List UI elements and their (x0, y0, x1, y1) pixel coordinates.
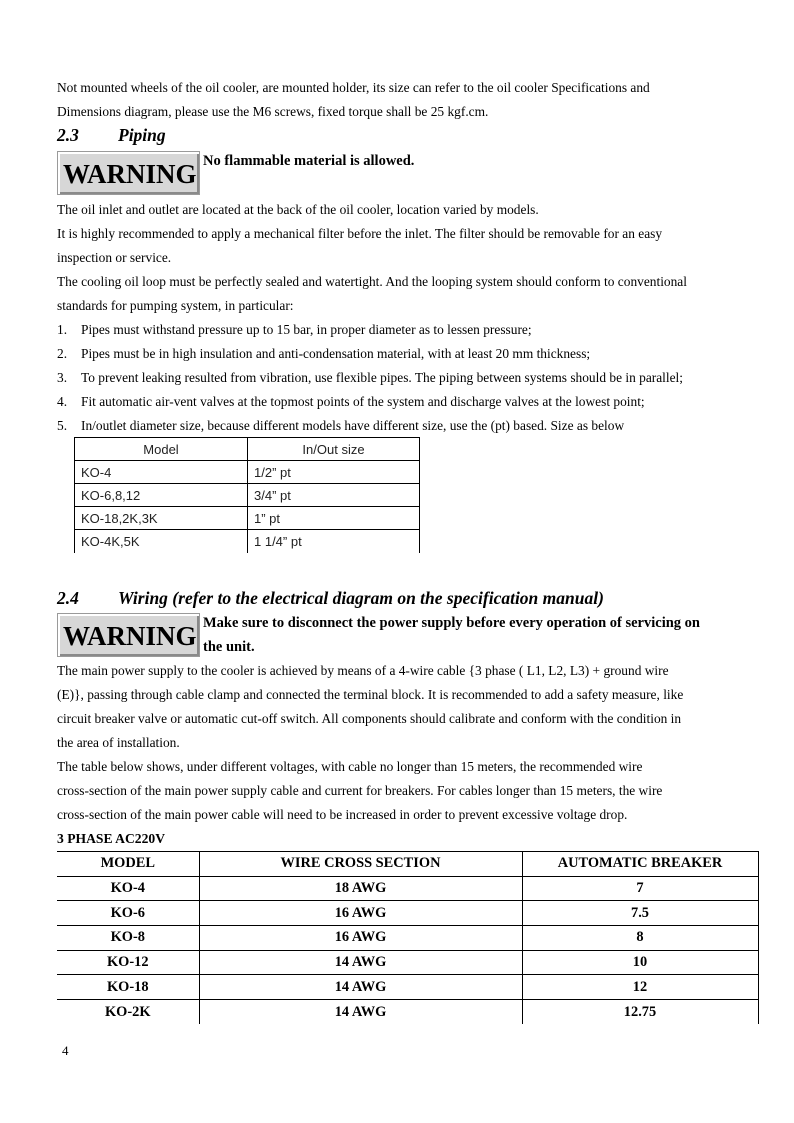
table-row (75, 530, 420, 553)
warning-badge: WARNING (57, 613, 200, 657)
cell-model: KO-12 (57, 950, 199, 975)
cell-wire: 16 AWG (199, 901, 522, 926)
page-number: 4 (62, 1043, 69, 1058)
section-number: 2.4 (57, 588, 79, 608)
section-number: 2.3 (57, 125, 79, 145)
cell-model: KO-18,2K,3K (75, 507, 248, 530)
cell-wire: 14 AWG (199, 1000, 522, 1025)
cell-size: 1/2” pt (248, 461, 420, 484)
table-row (57, 926, 758, 951)
section-title: Wiring (refer to the electrical diagram on the specification manual) (118, 588, 604, 608)
table-row (57, 950, 758, 975)
paragraph-line: the area of installation. (57, 735, 180, 750)
paragraph-line: circuit breaker valve or automatic cut-off switch. All components should calibrate and conform with the condition in (57, 711, 682, 726)
section-title: Piping (118, 125, 166, 145)
list-number: 2. (57, 346, 68, 361)
paragraph-line: inspection or service. (57, 250, 172, 265)
cell-breaker: 7 (522, 876, 758, 901)
table-header-row (75, 438, 420, 461)
column-header-model: Model (75, 438, 248, 461)
section-heading-piping (57, 125, 166, 146)
paragraph-line: The main power supply to the cooler is achieved by means of a 4-wire cable {3 phase ( L1, L2, L3) + ground wire (57, 663, 669, 678)
cell-wire: 14 AWG (199, 950, 522, 975)
cell-model: KO-18 (57, 975, 199, 1000)
cell-breaker: 8 (522, 926, 758, 951)
list-number: 4. (57, 394, 68, 409)
cell-breaker: 12.75 (522, 1000, 758, 1025)
cell-model: KO-6,8,12 (75, 484, 248, 507)
cell-size: 3/4” pt (248, 484, 420, 507)
list-item: In/outlet diameter size, because different models have different size, use the (pt) based. Size as below (81, 418, 625, 433)
table-row (75, 507, 420, 530)
list-item: Pipes must be in high insulation and anti-condensation material, with at least 20 mm thickness; (81, 346, 591, 361)
column-header-size: In/Out size (248, 438, 420, 461)
cell-breaker: 12 (522, 975, 758, 1000)
list-number: 1. (57, 322, 68, 337)
warning-text: No flammable material is allowed. (203, 153, 415, 169)
warning-text-line-1: Make sure to disconnect the power supply before every operation of servicing on (203, 615, 700, 631)
warning-badge: WARNING (57, 151, 200, 195)
paragraph-line: cross-section of the main power supply cable and current for breakers. For cables longer than 15 meters, the wire (57, 783, 663, 798)
paragraph-line: The cooling oil loop must be perfectly sealed and watertight. And the looping system should conform to conventional (57, 274, 687, 289)
cell-size: 1 1/4” pt (248, 530, 420, 553)
cell-wire: 16 AWG (199, 926, 522, 951)
paragraph-line: The oil inlet and outlet are located at the back of the oil cooler, location varied by models. (57, 202, 539, 217)
table-row (57, 876, 758, 901)
intro-line-2: Dimensions diagram, please use the M6 screws, fixed torque shall be 25 kgf.cm. (57, 104, 489, 119)
table-header-row (57, 852, 758, 877)
wire-table (57, 851, 759, 1024)
paragraph-line: It is highly recommended to apply a mechanical filter before the inlet. The filter should be removable for an easy (57, 226, 663, 241)
column-header-wire: WIRE CROSS SECTION (199, 852, 522, 877)
list-number: 5. (57, 418, 68, 433)
cell-model: KO-4K,5K (75, 530, 248, 553)
table-caption: 3 PHASE AC220V (57, 831, 166, 846)
cell-model: KO-4 (75, 461, 248, 484)
table-row (57, 901, 758, 926)
column-header-model: MODEL (57, 852, 199, 877)
cell-wire: 18 AWG (199, 876, 522, 901)
list-number: 3. (57, 370, 68, 385)
column-header-breaker: AUTOMATIC BREAKER (522, 852, 758, 877)
cell-model: KO-2K (57, 1000, 199, 1025)
cell-wire: 14 AWG (199, 975, 522, 1000)
warning-text-line-2: the unit. (203, 639, 255, 655)
paragraph-line: The table below shows, under different voltages, with cable no longer than 15 meters, the recommended wire (57, 759, 643, 774)
list-item: Pipes must withstand pressure up to 15 bar, in proper diameter as to lessen pressure; (81, 322, 532, 337)
pipe-size-table (74, 437, 420, 553)
section-heading-wiring (57, 588, 604, 609)
cell-model: KO-8 (57, 926, 199, 951)
table-row (75, 484, 420, 507)
paragraph-line: (E)}, passing through cable clamp and connected the terminal block. It is recommended to add a safety measure, like (57, 687, 684, 702)
intro-line-1: Not mounted wheels of the oil cooler, are mounted holder, its size can refer to the oil cooler Specifications and (57, 80, 650, 95)
list-item: Fit automatic air-vent valves at the topmost points of the system and discharge valves at the lowest point; (81, 394, 645, 409)
cell-size: 1” pt (248, 507, 420, 530)
paragraph-line: standards for pumping system, in particular: (57, 298, 294, 313)
table-row (57, 1000, 758, 1025)
cell-model: KO-6 (57, 901, 199, 926)
cell-breaker: 7.5 (522, 901, 758, 926)
table-row (57, 975, 758, 1000)
cell-model: KO-4 (57, 876, 199, 901)
paragraph-line: cross-section of the main power cable will need to be increased in order to prevent excessive voltage drop. (57, 807, 628, 822)
cell-breaker: 10 (522, 950, 758, 975)
table-row (75, 461, 420, 484)
list-item: To prevent leaking resulted from vibration, use flexible pipes. The piping between systems should be in parallel; (81, 370, 683, 385)
